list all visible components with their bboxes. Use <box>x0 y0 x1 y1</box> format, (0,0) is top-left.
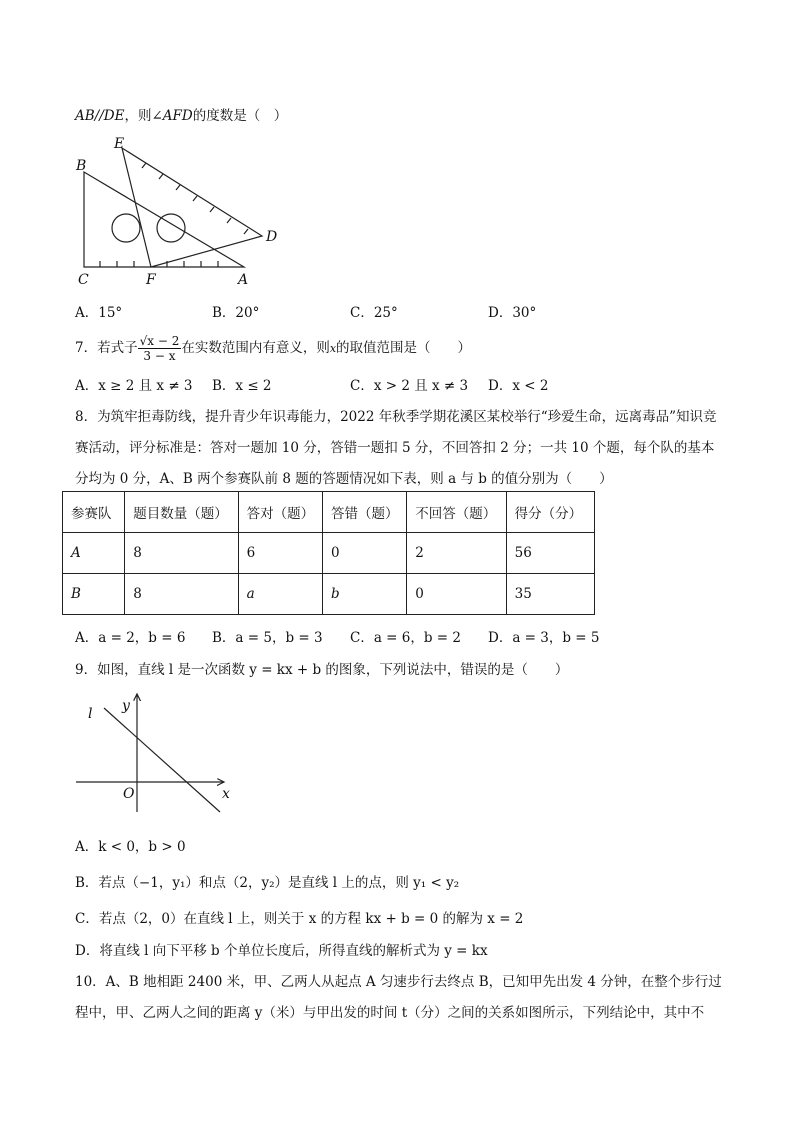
label-f: F <box>146 272 156 288</box>
q6-stem-ab: AB <box>75 108 95 124</box>
q7-variable: x <box>329 342 337 355</box>
label-e: E <box>114 136 125 152</box>
table-cell: 6 <box>238 533 322 574</box>
label-b: B <box>76 158 87 174</box>
label-l: l <box>88 706 93 722</box>
line-l <box>104 708 220 812</box>
q8-option-b[interactable]: B．a = 5，b = 3 <box>212 630 323 646</box>
table-cell: 0 <box>322 533 406 574</box>
table-header-cell: 得分（分） <box>506 492 594 533</box>
q7-numerator: √x − 2 <box>139 334 180 348</box>
q9-option-d[interactable]: D．将直线 l 向下平移 b 个单位长度后，所得直线的解析式为 y = kx <box>75 943 488 959</box>
q9-option-b[interactable]: B．若点（−1，y₁）和点（2，y₂）是直线 l 上的点，则 y₁ < y₂ <box>75 875 460 891</box>
q7-stem <box>75 331 471 365</box>
q7-fraction <box>138 334 182 363</box>
table-cell: 56 <box>506 533 594 574</box>
table-cell: B <box>63 574 125 615</box>
q7-stem-prefix: 7．若式子 <box>75 340 138 356</box>
q7-option-d[interactable]: D．x < 2 <box>488 378 549 394</box>
table-header-cell: 答对（题） <box>238 492 322 533</box>
table-header-cell: 参赛队 <box>63 492 125 533</box>
q7-stem-middle: 在实数范围内有意义，则 <box>181 340 330 356</box>
q8-stem-line3: 分均为 0 分，A、B 两个参赛队前 8 题的答题情况如下表，则 a 与 b 的值分别为（ ） <box>75 471 613 487</box>
table-cell: 0 <box>407 574 506 615</box>
table-cell: 8 <box>125 533 238 574</box>
q6-option-a[interactable]: A．15° <box>75 305 123 321</box>
q6-stem-afd: AFD <box>162 108 193 124</box>
q9-linear-graph <box>74 690 244 820</box>
q8-option-a[interactable]: A．a = 2，b = 6 <box>75 630 186 646</box>
tick-mark <box>227 218 231 223</box>
q8-option-d[interactable]: D．a = 3，b = 5 <box>488 630 600 646</box>
tick-mark <box>176 185 180 190</box>
q7-option-b[interactable]: B．x ≤ 2 <box>212 378 272 394</box>
q9-option-a[interactable]: A．k < 0，b > 0 <box>75 839 186 855</box>
table-header-cell: 题目数量（题） <box>125 492 238 533</box>
table-cell: 35 <box>506 574 594 615</box>
q10-stem-line2: 程中，甲、乙两人之间的距离 y（米）与甲出发的时间 t（分）之间的关系如图所示，下列结论中，其中不 <box>75 1005 705 1021</box>
q6-stem-question: 的度数是（ ） <box>192 108 288 124</box>
q8-answer-table <box>62 491 595 615</box>
q6-stem-angle: ，则∠ <box>124 108 163 124</box>
q8-stem-line1: 8．为筑牢拒毒防线，提升青少年识毒能力，2022 年秋季学期花溪区某校举行“珍爱生命，远离毒品”知识竞 <box>75 409 717 425</box>
table-row <box>63 574 595 615</box>
tick-mark <box>244 229 248 234</box>
q6-stem <box>75 104 287 124</box>
q6-triangle-figure <box>70 130 290 290</box>
q7-option-c[interactable]: C．x > 2 且 x ≠ 3 <box>350 378 469 394</box>
table-row <box>63 533 595 574</box>
table-cell: 2 <box>407 533 506 574</box>
tick-mark <box>193 196 197 201</box>
q8-stem-line2: 赛活动，评分标准是：答对一题加 10 分，答错一题扣 5 分，不回答扣 2 分；一共 10 个题，每个队的基本 <box>75 440 715 456</box>
q7-option-a[interactable]: A．x ≥ 2 且 x ≠ 3 <box>75 378 193 394</box>
tick-mark <box>142 163 146 168</box>
table-header-cell: 不回答（题） <box>407 492 506 533</box>
q6-option-b[interactable]: B．20° <box>212 305 260 321</box>
q9-stem: 9．如图，直线 l 是一次函数 y = kx + b 的图象，下列说法中，错误的是（ ） <box>75 662 569 678</box>
table-cell: b <box>322 574 406 615</box>
label-d: D <box>266 229 278 245</box>
tick-mark <box>159 174 163 179</box>
label-origin: O <box>123 786 135 802</box>
label-a: A <box>238 272 249 288</box>
table-cell: a <box>238 574 322 615</box>
table-cell: 8 <box>125 574 238 615</box>
label-y: y <box>122 698 130 714</box>
label-x: x <box>222 786 230 802</box>
q6-option-c[interactable]: C．25° <box>350 305 398 321</box>
q9-option-c[interactable]: C．若点（2，0）在直线 l 上，则关于 x 的方程 kx + b = 0 的解为 x = 2 <box>75 911 524 927</box>
q6-stem-parallel: // <box>94 108 104 124</box>
set-square-abc <box>84 172 244 267</box>
q7-stem-question: 的取值范围是（ ） <box>336 340 472 356</box>
q7-denominator: 3 − x <box>143 349 176 363</box>
q6-option-d[interactable]: D．30° <box>488 305 537 321</box>
table-header-row <box>63 492 595 533</box>
table-cell: A <box>63 533 125 574</box>
q6-stem-de: DE <box>103 108 125 124</box>
table-header-cell: 答错（题） <box>322 492 406 533</box>
q8-option-c[interactable]: C．a = 6，b = 2 <box>350 630 461 646</box>
q10-stem-line1: 10．A、B 地相距 2400 米，甲、乙两人从起点 A 匀速步行去终点 B，已知甲先出发 4 分钟，在整个步行过 <box>75 974 722 990</box>
set-square-hole-left <box>112 214 140 242</box>
set-square-hole-right <box>157 214 185 242</box>
label-c: C <box>78 272 89 288</box>
tick-mark <box>210 207 214 212</box>
